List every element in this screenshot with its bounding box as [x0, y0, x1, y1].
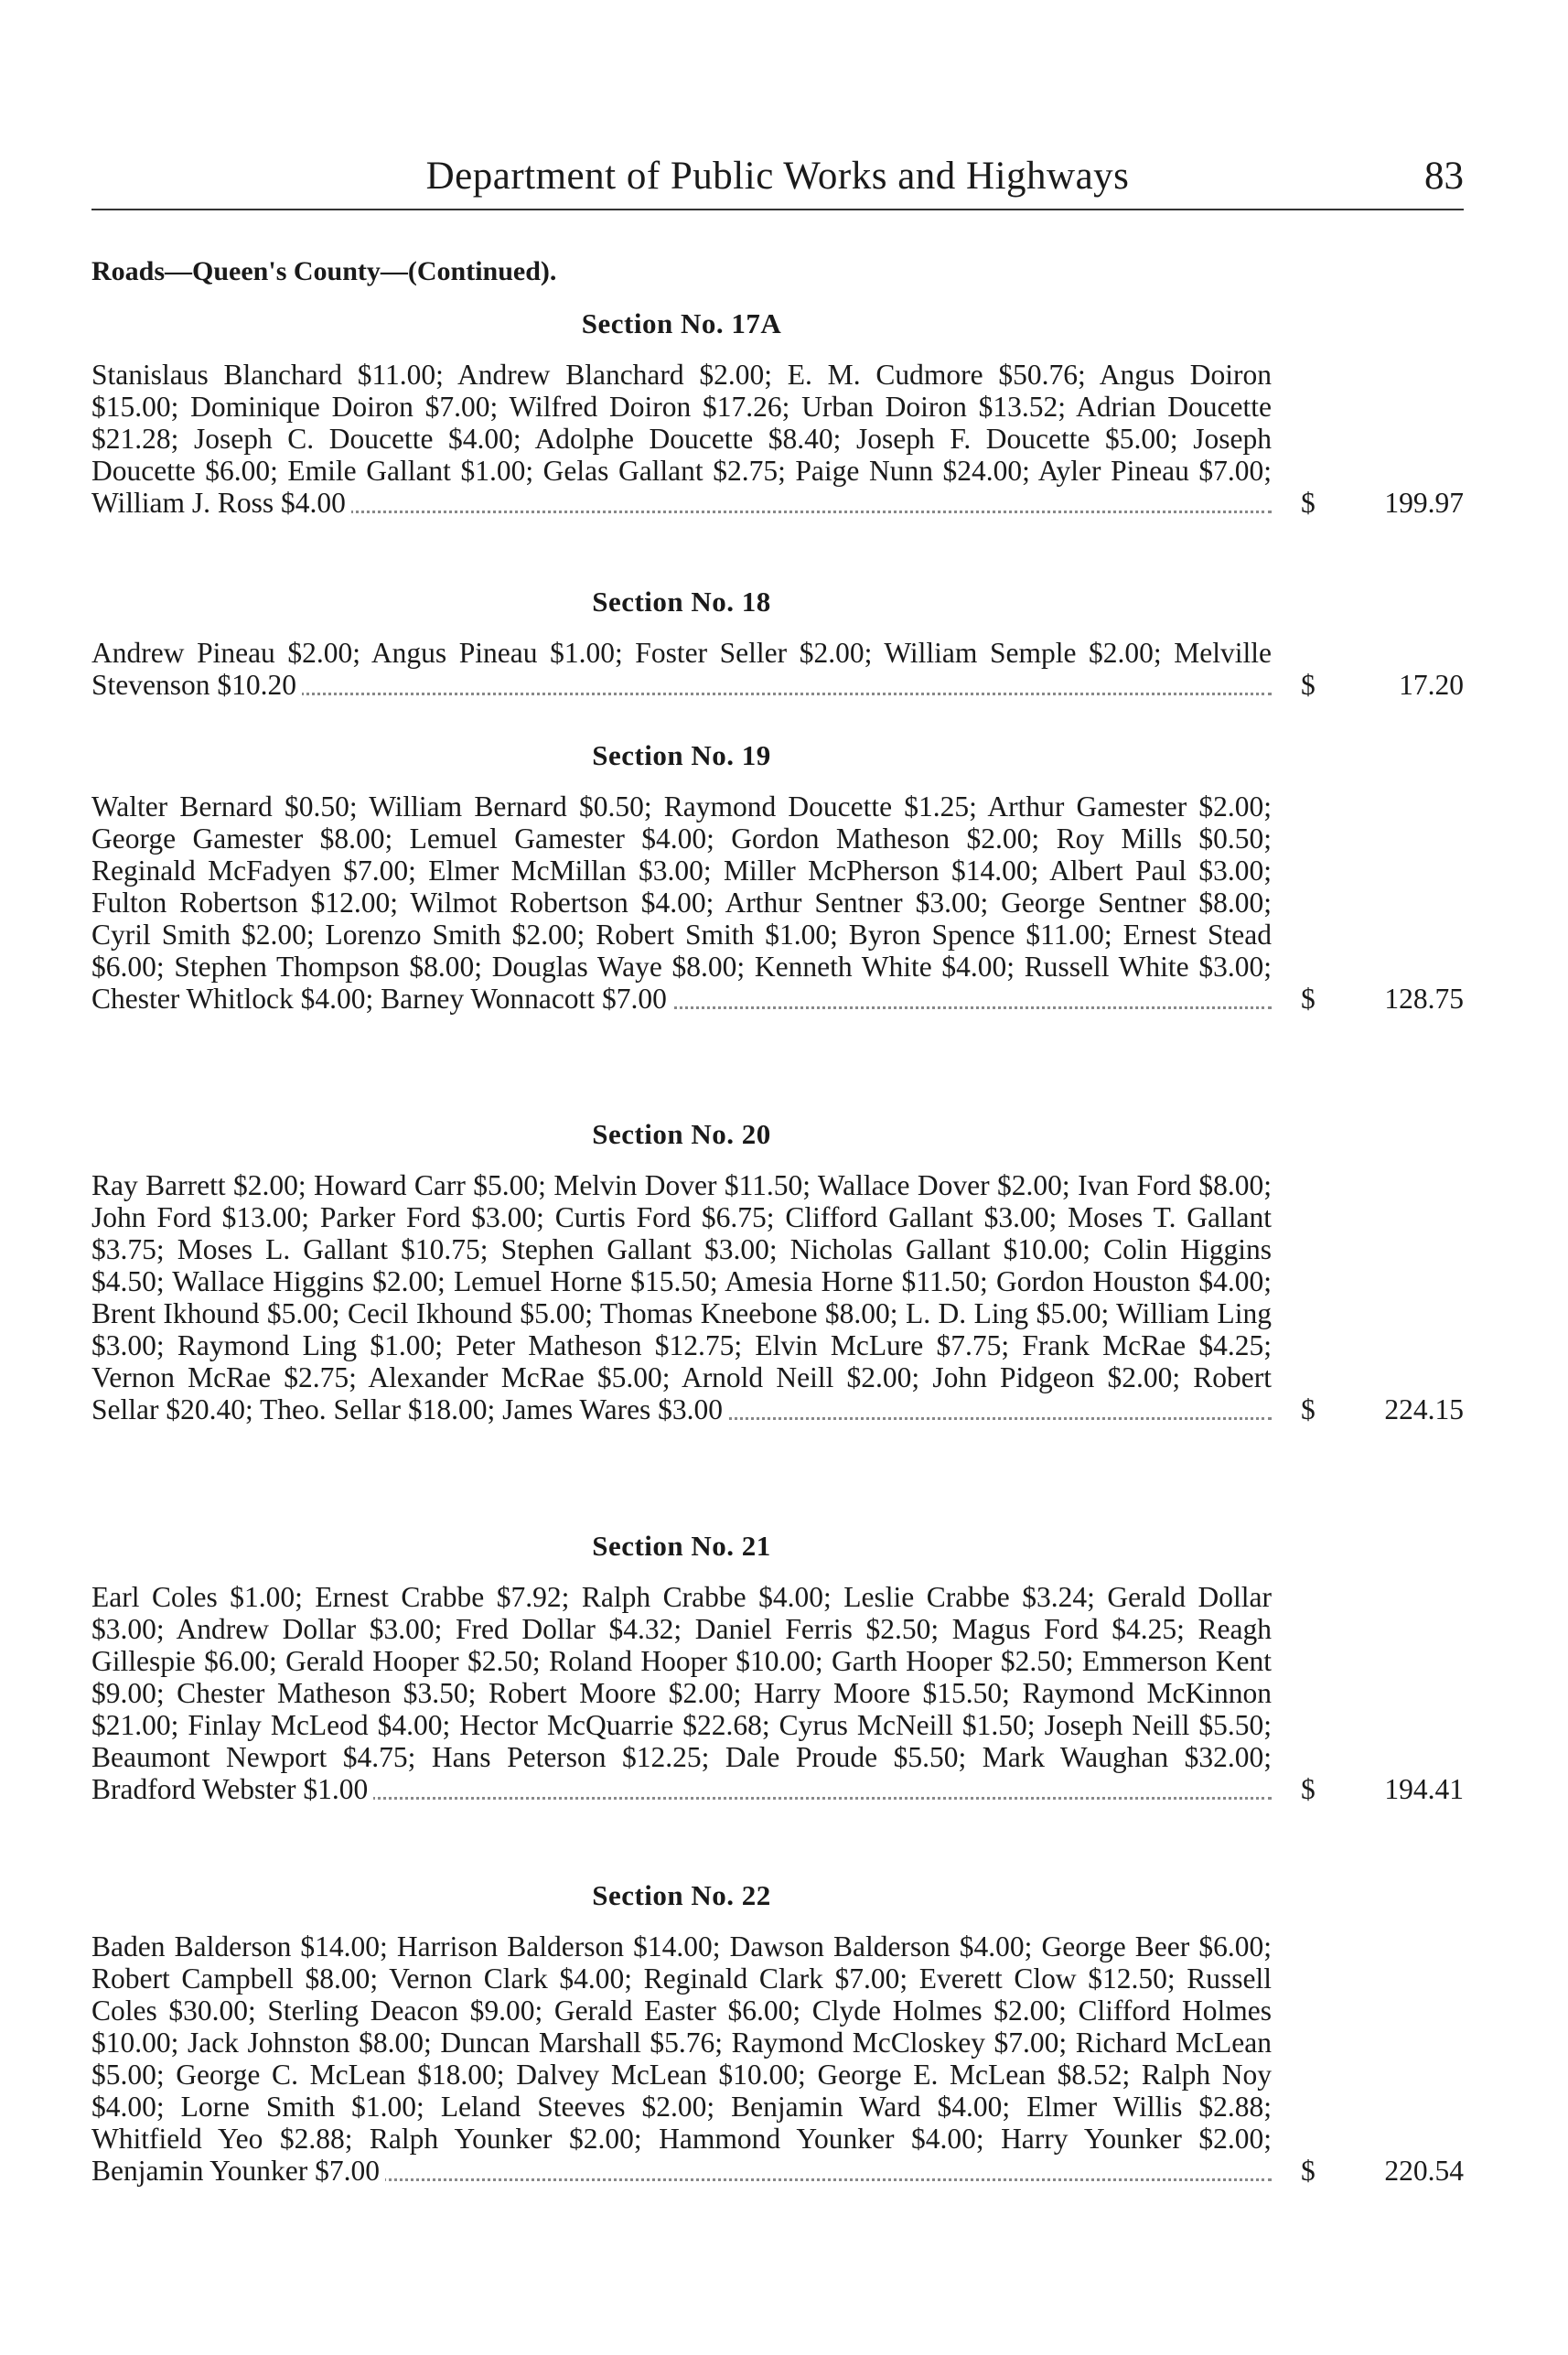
- page-number: 83: [1424, 155, 1464, 198]
- section-body: Ray Barrett $2.00; Howard Carr $5.00; Melvin Dover $11.50; Wallace Dover $2.00; Ivan Ford $8.00; John Ford $13.00; Parker Ford $3.00; Curtis Ford $6.75; Clifford Gallant $3.00; Moses T. Gallant $3.75; Moses L. Gallant $10.75; Stephen Gallant $3.00; Nicholas Gallant $10.00; Colin Higgins $4.50; Wallace Higgins $2.00; Lemuel Horne $15.50; Amesia Horne $11.50; Gordon Houston $4.00; Brent Ikhound $5.00; Cecil Ikhound $5.00; Thomas Kneebone $8.00; L. D. Ling $5.00; William Ling $3.00; Raymond Ling $1.00; Peter Matheson $12.75; Elvin McLure $7.75; Frank McRae $4.25; Vernon McRae $2.75; Alexander McRae $5.00; Arnold Neill $2.00; John Pidgeon $2.00; Robert Sellar $20.40; Theo. Sellar $18.00; James Wares $3.00: [91, 1169, 1272, 1425]
- currency-sign: $: [1301, 669, 1316, 701]
- section-row: [91, 1581, 1464, 1805]
- section-row: [91, 359, 1464, 519]
- section-total: 128.75: [1384, 983, 1464, 1015]
- section-title: Section No. 20: [592, 1118, 771, 1150]
- currency-sign: $: [1301, 487, 1316, 519]
- section-row: [91, 1169, 1464, 1425]
- section-total: 220.54: [1384, 2155, 1464, 2187]
- section-19: [91, 739, 1464, 1015]
- section-total: 224.15: [1384, 1393, 1464, 1425]
- section-text: [91, 1930, 1272, 2187]
- section-row: [91, 1930, 1464, 2187]
- currency-sign: $: [1301, 2155, 1316, 2187]
- section-title: Section No. 17A: [581, 307, 782, 339]
- currency-sign: $: [1301, 1773, 1316, 1805]
- section-title: Section No. 19: [592, 739, 771, 771]
- section-total: 194.41: [1384, 1773, 1464, 1805]
- page-header: [91, 154, 1464, 210]
- section-body: Stanislaus Blanchard $11.00; Andrew Blanchard $2.00; E. M. Cudmore $50.76; Angus Doiron $15.00; Dominique Doiron $7.00; Wilfred Doiron $17.26; Urban Doiron $13.52; Adrian Doucette $21.28; Joseph C. Doucette $4.00; Adolphe Doucette $8.40; Joseph F. Doucette $5.00; Joseph Doucette $6.00; Emile Gallant $1.00; Gelas Gallant $2.75; Paige Nunn $24.00; Ayler Pineau $7.00; William J. Ross $4.00: [91, 359, 1272, 519]
- section-title: Section No. 18: [592, 586, 771, 618]
- section-body: Walter Bernard $0.50; William Bernard $0.50; Raymond Doucette $1.25; Arthur Gamester $2.00; George Gamester $8.00; Lemuel Gamester $4.00; Gordon Matheson $2.00; Roy Mills $0.50; Reginald McFadyen $7.00; Elmer McMillan $3.00; Miller McPherson $14.00; Albert Paul $3.00; Fulton Robertson $12.00; Wilmot Robertson $4.00; Arthur Sentner $3.00; George Sentner $8.00; Cyril Smith $2.00; Lorenzo Smith $2.00; Robert Smith $1.00; Byron Spence $11.00; Ernest Stead $6.00; Stephen Thompson $8.00; Douglas Waye $8.00; Kenneth White $4.00; Russell White $3.00; Chester Whitlock $4.00; Barney Wonnacott $7.00: [91, 790, 1272, 1015]
- section-title: Section No. 21: [592, 1530, 771, 1562]
- section-20: [91, 1118, 1464, 1425]
- section-title: Section No. 22: [592, 1879, 771, 1911]
- section-body: Baden Balderson $14.00; Harrison Balderson $14.00; Dawson Balderson $4.00; George Beer $6.00; Robert Campbell $8.00; Vernon Clark $4.00; Reginald Clark $7.00; Everett Clow $12.50; Russell Coles $30.00; Sterling Deacon $9.00; Gerald Easter $6.00; Clyde Holmes $2.00; Clifford Holmes $10.00; Jack Johnston $8.00; Duncan Marshall $5.76; Raymond McCloskey $7.00; Richard McLean $5.00; George C. McLean $18.00; Dalvey McLean $10.00; George E. McLean $8.52; Ralph Noy $4.00; Lorne Smith $1.00; Leland Steeves $2.00; Benjamin Ward $4.00; Elmer Willis $2.88; Whitfield Yeo $2.88; Ralph Younker $2.00; Hammond Younker $4.00; Harry Younker $2.00; Benjamin Younker $7.00: [91, 1930, 1272, 2187]
- section-text: [91, 1169, 1272, 1425]
- section-body: Earl Coles $1.00; Ernest Crabbe $7.92; Ralph Crabbe $4.00; Leslie Crabbe $3.24; Gerald Dollar $3.00; Andrew Dollar $3.00; Fred Dollar $4.32; Daniel Ferris $2.50; Magus Ford $4.25; Reagh Gillespie $6.00; Gerald Hooper $2.50; Roland Hooper $10.00; Garth Hooper $2.50; Emmerson Kent $9.00; Chester Matheson $3.50; Robert Moore $2.00; Harry Moore $15.50; Raymond McKinnon $21.00; Finlay McLeod $4.00; Hector McQuarrie $22.68; Cyrus McNeill $1.50; Joseph Neill $5.50; Beaumont Newport $4.75; Hans Peterson $12.25; Dale Proude $5.50; Mark Waughan $32.00; Bradford Webster $1.00: [91, 1581, 1272, 1805]
- section-total: 17.20: [1399, 669, 1464, 701]
- section-row: [91, 637, 1464, 701]
- section-text: [91, 637, 1272, 701]
- section-text: [91, 1581, 1272, 1805]
- section-text: [91, 359, 1272, 519]
- header-title: Department of Public Works and Highways: [425, 155, 1130, 198]
- subheader: Roads—Queen's County—(Continued).: [91, 256, 557, 286]
- section-18: [91, 586, 1464, 701]
- section-body: Andrew Pineau $2.00; Angus Pineau $1.00; Foster Seller $2.00; William Semple $2.00; Melville Stevenson $10.20: [91, 637, 1272, 701]
- currency-sign: $: [1301, 983, 1316, 1015]
- section-21: [91, 1530, 1464, 1805]
- currency-sign: $: [1301, 1393, 1316, 1425]
- section-17a: [91, 307, 1464, 519]
- section-text: [91, 790, 1272, 1015]
- section-total: 199.97: [1384, 487, 1464, 519]
- section-22: [91, 1879, 1464, 2187]
- section-row: [91, 790, 1464, 1015]
